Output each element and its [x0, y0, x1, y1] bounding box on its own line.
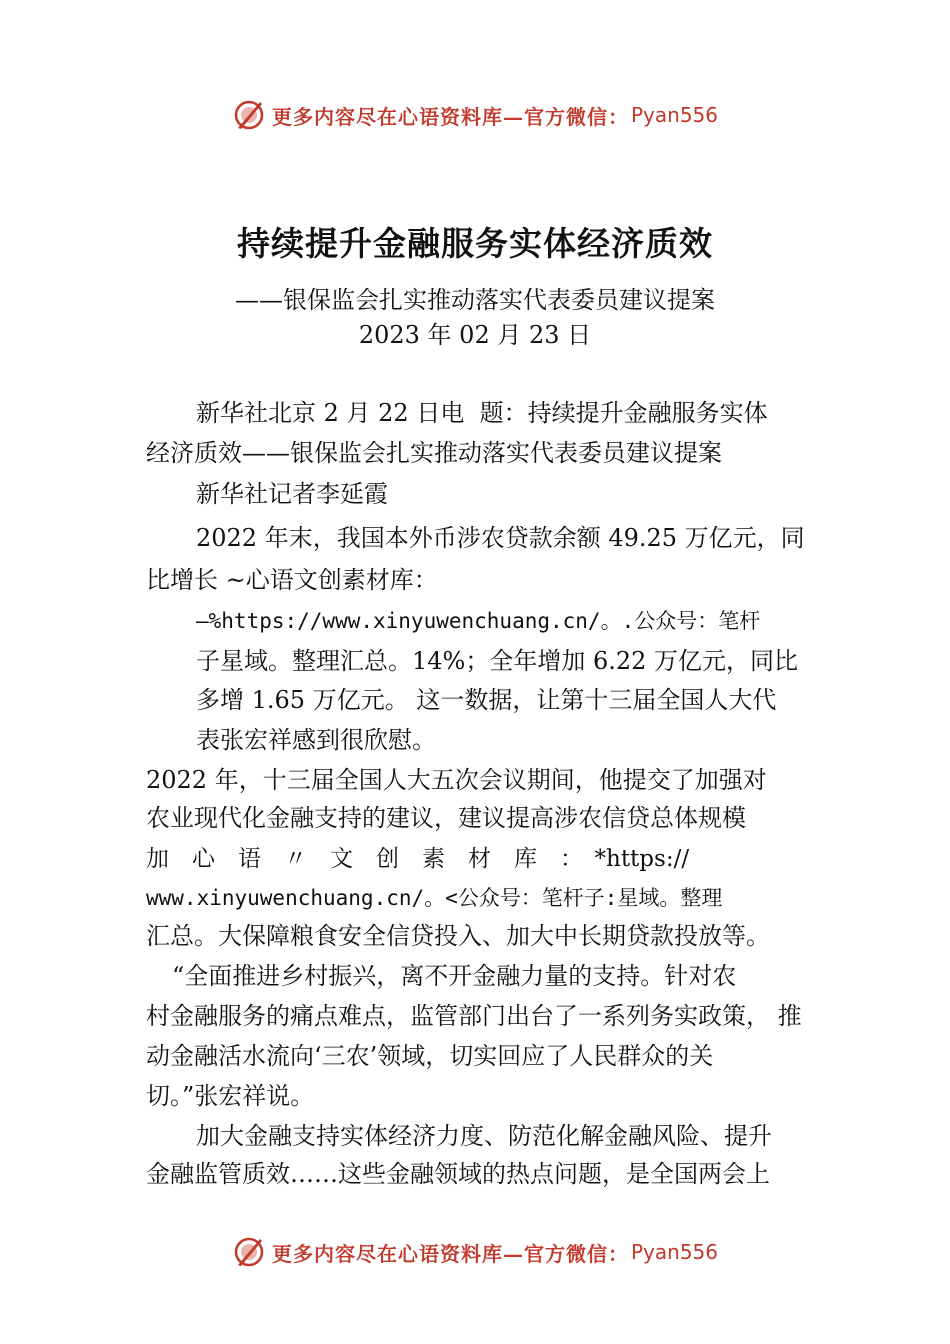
quill-seal-icon: [232, 1235, 266, 1269]
body-line: 2022 年，十三届全国人大五次会议期间，他提交了加强对: [146, 766, 767, 794]
header-banner: [0, 95, 950, 135]
body-line: 新华社记者李延霞: [196, 480, 388, 508]
body-line: 子星域。整理汇总。14%；全年增加 6.22 万亿元，同比: [196, 647, 799, 675]
body-line: “全面推进乡村振兴，离不开金融力量的支持。针对农: [172, 962, 737, 990]
body-line: 切。”张宏祥说。: [146, 1082, 315, 1110]
body-line: 加大金融支持实体经济力度、防范化解金融风险、提升: [196, 1122, 772, 1150]
body-line: 村金融服务的痛点难点，监管部门出台了一系列务实政策， 推: [146, 1002, 802, 1030]
body-line: 经济质效——银保监会扎实推动落实代表委员建议提案: [146, 439, 722, 467]
quill-seal-icon: [232, 98, 266, 132]
body-line: 2022 年末，我国本外币涉农贷款余额 49.25 万亿元，同: [196, 524, 805, 552]
body-line: 加 心 语 〃 文 创 素 材 库 ： *https://: [146, 846, 690, 872]
body-line: 多增 1.65 万亿元。 这一数据，让第十三届全国人大代: [196, 686, 777, 714]
body-line: —%https://www.xinyuwenchuang.cn/。.公众号：笔杆: [196, 609, 761, 633]
body-line: 金融监管质效……这些金融领域的热点问题，是全国两会上: [146, 1160, 770, 1188]
doc-title: 持续提升金融服务实体经济质效: [237, 224, 713, 263]
footer-banner: [0, 1232, 950, 1272]
body-line: 比增长 ~心语文创素材库：: [146, 566, 438, 594]
banner-text: 更多内容尽在心语资料库—官方微信：: [271, 104, 629, 129]
banner-text: 更多内容尽在心语资料库—官方微信：: [271, 1241, 629, 1266]
wechat-id: Pyan556: [630, 1240, 718, 1264]
doc-date: 2023 年 02 月 23 日: [358, 321, 592, 349]
body-line: 表张宏祥感到很欣慰。: [196, 726, 436, 754]
body-line: 新华社北京 2 月 22 日电 题：持续提升金融服务实体: [196, 399, 768, 427]
body-line: 农业现代化金融支持的建议，建议提高涉农信贷总体规模: [146, 804, 746, 832]
wechat-id: Pyan556: [630, 103, 718, 127]
doc-subtitle: ——银保监会扎实推动落实代表委员建议提案: [235, 286, 715, 314]
body-line: 动金融活水流向‘三农’领域，切实回应了人民群众的关: [146, 1042, 714, 1070]
body-line: www.xinyuwenchuang.cn/。<公众号：笔杆子:星域。整理: [146, 886, 723, 910]
body-line: 汇总。大保障粮食安全信贷投入、加大中长期贷款投放等。: [146, 922, 770, 950]
